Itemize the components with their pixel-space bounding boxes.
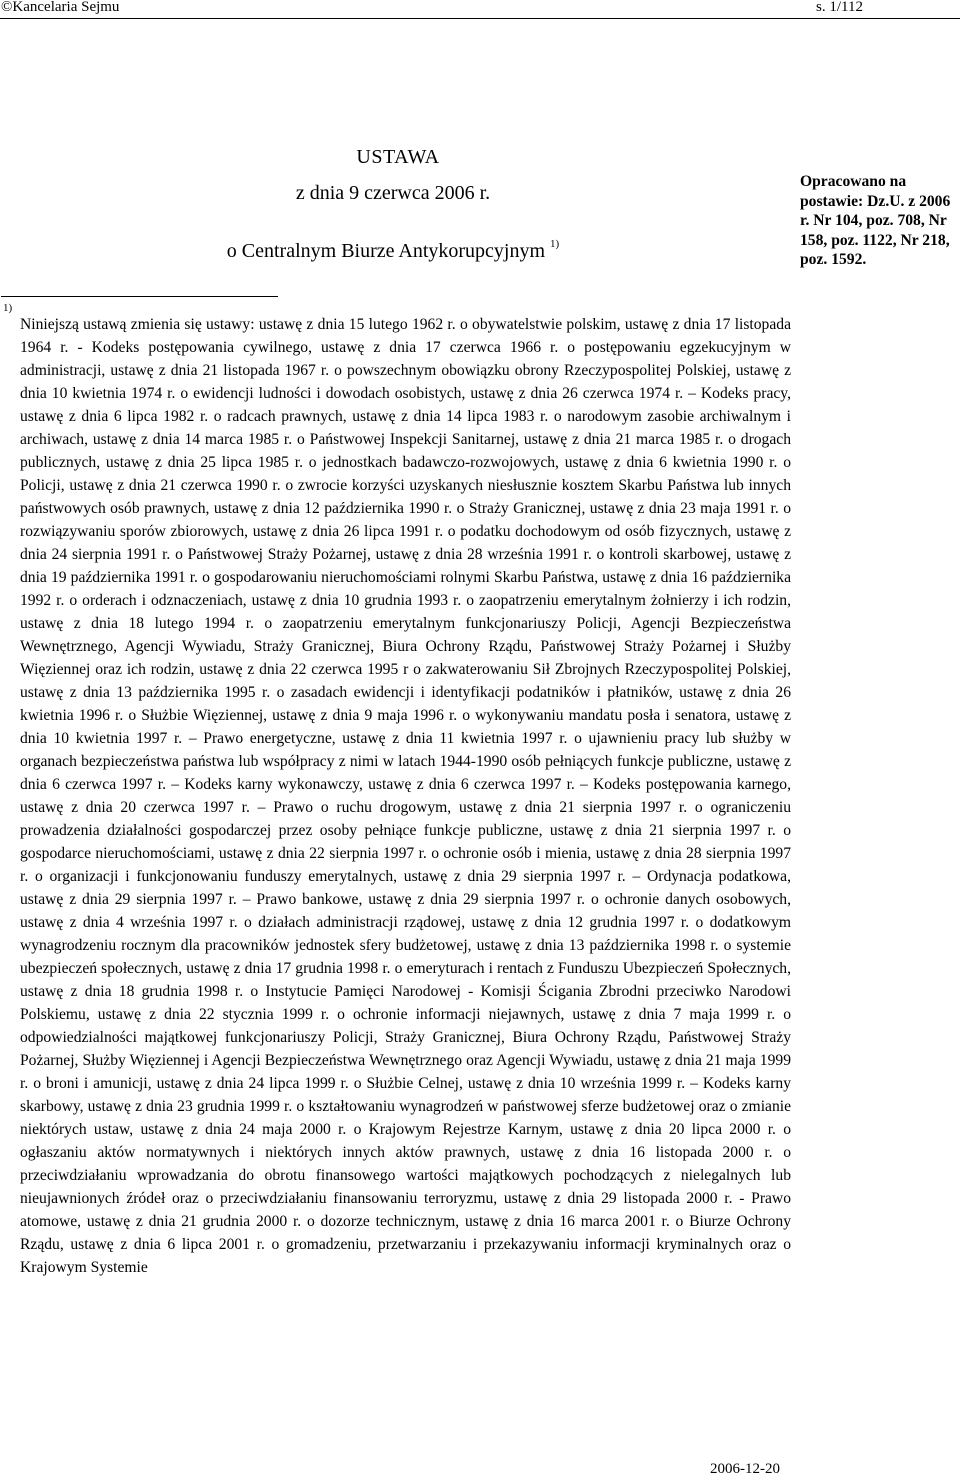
act-subject-text: o Centralnym Biurze Antykorupcyjnym [226, 240, 546, 262]
footnote-reference: 1) [550, 238, 560, 250]
footnote-text: Niniejszą ustawą zmienia się ustawy: ustawę z dnia 15 lutego 1962 r. o obywatelstwie polskim, ustawę z dnia 17 listopada 1964 r. - Kodeks postępowania cywilnego, ustawę z dnia 17 czerwca 1966 r. o postępowaniu egzekucyjnym w administracji, ustawę z dnia 21 listopada 1967 r. o powszechnym obowiązku obrony Rzeczypospolitej Polskiej, ustawę z dnia 10 kwietnia 1974 r. o ewidencji ludności i dowodach osobistych, ustawę z dnia 26 czerwca 1974 r. – Kodeks pracy, ustawę z dnia 6 lipca 1982 r. o radcach prawnych, ustawę z dnia 14 lipca 1983 r. o narodowym zasobie archiwalnym i archiwach, ustawę z dnia 14 marca 1985 r. o Państwowej Inspekcji Sanitarnej, ustawę z dnia 21 marca 1985 r. o drogach publicznych, ustawę z dnia 25 lipca 1985 r. o jednostkach badawczo-rozwojowych, ustawę z dnia 6 kwietnia 1990 r. o Policji, ustawę z dnia 21 czerwca 1990 r. o zwrocie korzyści uzyskanych niesłusznie kosztem Skarbu Państwa lub innych państwowych osób prawnych, ustawę z dnia 12 października 1990 r. o Straży Granicznej, ustawę z dnia 23 maja 1991 r. o rozwiązywaniu sporów zbiorowych, ustawę z dnia 26 lipca 1991 r. o podatku dochodowym od osób fizycznych, ustawę z dnia 24 sierpnia 1991 r. o Państwowej Straży Pożarnej, ustawę z dnia 28 września 1991 r. o kontroli skarbowej, ustawę z dnia 19 października 1991 r. o gospodarowaniu nieruchomościami rolnymi Skarbu Państwa, ustawę z dnia 16 października 1992 r. o orderach i odznaczeniach, ustawę z dnia 10 grudnia 1993 r. o zaopatrzeniu emerytalnym żołnierzy i ich rodzin, ustawę z dnia 18 lutego 1994 r. o zaopatrzeniu emerytalnym funkcjonariuszy Policji, Agencji Bezpieczeństwa Wewnętrznego, Agencji Wywiadu, Straży Granicznej, Biura Ochrony Rządu, Państwowej Straży Pożarnej i Służby Więziennej oraz ich rodzin, ustawę z dnia 22 czerwca 1995 r o zakwaterowaniu Sił Zbrojnych Rzeczypospolitej Polskiej, ustawę z dnia 13 października 1995 r. o zasadach ewidencji i identyfikacji podatników i płatników, ustawę z dnia 26 kwietnia 1996 r. o Służbie Więziennej, ustawę z dnia 9 maja 1996 r. o wykonywaniu mandatu posła i senatora, ustawę z dnia 10 kwietnia 1997 r. – Prawo energetyczne, ustawę z dnia 11 kwietnia 1997 r. o ujawnieniu pracy lub służby w organach bezpieczeństwa państwa lub współpracy z nimi w latach 1944-1990 osób pełniących funkcje publiczne, ustawę z dnia 6 czerwca 1997 r. – Kodeks karny wykonawczy, ustawę z dnia 6 czerwca 1997 r. – Kodeks postępowania karnego, ustawę z dnia 20 czerwca 1997 r. – Prawo o ruchu drogowym, ustawę z dnia 21 sierpnia 1997 r. o ograniczeniu prowadzenia działalności gospodarczej przez osoby pełniące funkcje publiczne, ustawę z dnia 21 sierpnia 1997 r. o gospodarce nieruchomościami, ustawę z dnia 22 sierpnia 1997 r. o ochronie osób i mienia, ustawę z dnia 28 sierpnia 1997 r. o organizacji i funkcjonowaniu funduszy emerytalnych, ustawę z dnia 29 sierpnia 1997 r. – Ordynacja podatkowa, ustawę z dnia 29 sierpnia 1997 r. – Prawo bankowe, ustawę z dnia 29 sierpnia 1997 r. o ochronie danych osobowych, ustawę z dnia 4 września 1997 r. o działach administracji rządowej, ustawę z dnia 12 grudnia 1997 r. o dodatkowym wynagrodzeniu rocznym dla pracowników jednostek sfery budżetowej, ustawę z dnia 13 października 1998 r. o systemie ubezpieczeń społecznych, ustawę z dnia 17 grudnia 1998 r. o emeryturach i rentach z Funduszu Ubezpieczeń Społecznych, ustawę z dnia 18 grudnia 1998 r. o Instytucie Pamięci Narodowej - Komisji Ścigania Zbrodni przeciwko Narodowi Polskiemu, ustawę z dnia 22 stycznia 1999 r. o ochronie informacji niejawnych, ustawę z dnia 7 maja 1999 r. o odpowiedzialności majątkowej funkcjonariuszy Policji, Straży Granicznej, Biura Ochrony Rządu, Państwowej Straży Pożarnej, Służby Więziennej i Agencji Bezpieczeństwa Wewnętrznego oraz Agencji Wywiadu, ustawę z dnia 21 maja 1999 r. o broni i amunicji, ustawę z dnia 24 lipca 1999 r. o Służbie Celnej, ustawę z dnia 10 września 1999 r. – Kodeks karny skarbowy, ustawę z dnia 23 grudnia 1999 r. o kształtowaniu wynagrodzeń w państwowej sferze budżetowej oraz o zmianie niektórych ustaw, ustawę z dnia 24 maja 2000 r. o Krajowym Rejestrze Karnym, ustawę z dnia 20 lipca 2000 r. o ogłaszaniu aktów normatywnych i niektórych innych aktów prawnych, ustawę z dnia 16 listopada 2000 r. o przeciwdziałaniu wprowadzania do obrotu finansowego wartości majątkowych pochodzących z nielegalnych lub nieujawnionych źródeł oraz o przeciwdziałaniu finansowaniu terroryzmu, ustawę z dnia 29 listopada 2000 r. - Prawo atomowe, ustawę z dnia 21 grudnia 2000 r. o dozorze technicznym, ustawę z dnia 16 marca 2001 r. o Biurze Ochrony Rządu, ustawę z dnia 6 lipca 2001 r. o gromadzeniu, przetwarzaniu i przekazywaniu informacji kryminalnych oraz o Krajowym Systemie [20, 316, 791, 1276]
act-date: z dnia 9 czerwca 2006 r. [295, 182, 491, 204]
page-number: s. 1/112 [816, 0, 863, 15]
header-divider [0, 18, 960, 19]
footnote-marker-number: 1) [3, 302, 13, 314]
footer-date: 2006-12-20 [710, 1461, 780, 1477]
act-subject [0, 240, 786, 263]
source-note: Opracowano na postawie: Dz.U. z 2006 r. Nr 104, poz. 708, Nr 158, poz. 1122, Nr 218, poz. 1592. [800, 173, 951, 268]
page-header [0, 0, 960, 20]
act-type-heading: USTAWA [356, 146, 440, 168]
footnote-divider [1, 296, 278, 297]
copyright-text: ©Kancelaria Sejmu [1, 0, 120, 15]
footnote-marker [3, 304, 12, 320]
